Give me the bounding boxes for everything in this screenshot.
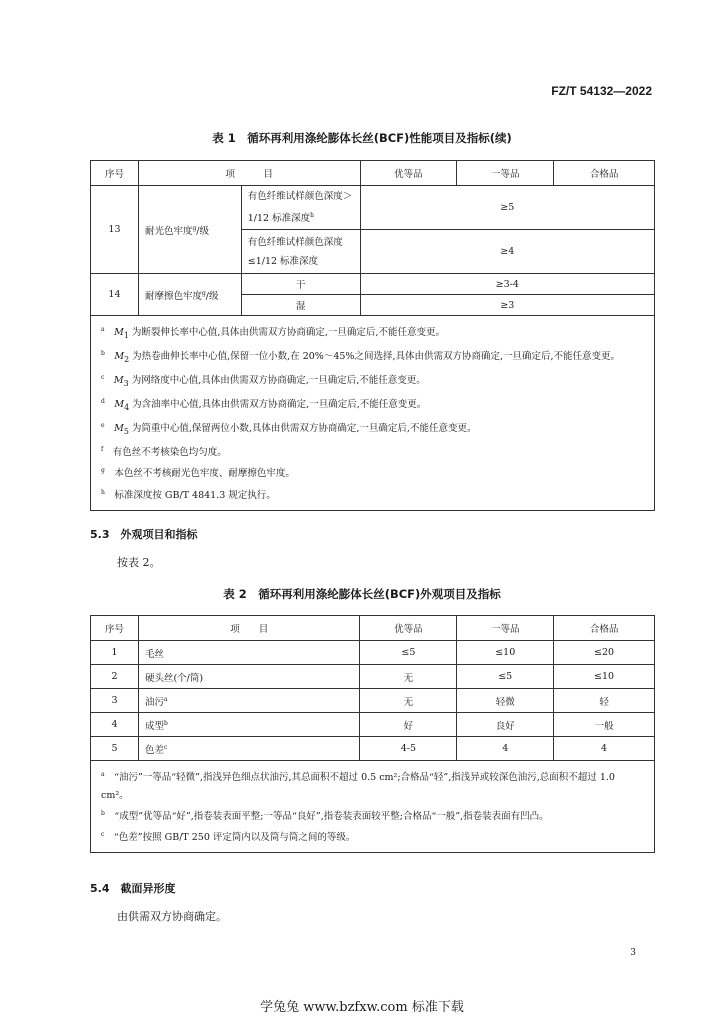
row-value: 好 bbox=[360, 713, 457, 737]
table1-header-grade-pass: 合格品 bbox=[554, 161, 655, 186]
row-no: 5 bbox=[91, 737, 139, 761]
table-row bbox=[91, 665, 655, 689]
table-note: $^a$ $M_1$ 为断裂伸长率中心值,具体由供需双方协商确定,一旦确定后,不能任意变更。 bbox=[101, 326, 445, 341]
table-note: $^c$ $M_3$ 为网络度中心值,具体由供需双方协商确定,一旦确定后,不能任意变更。 bbox=[101, 374, 426, 389]
row-value: ≥3 bbox=[360, 295, 654, 316]
row-value: 4 bbox=[554, 737, 655, 761]
table1-notes bbox=[91, 316, 655, 511]
table2-header-grade-pass: 合格品 bbox=[554, 616, 655, 641]
table2-header-no: 序号 bbox=[91, 616, 139, 641]
row-item: 耐光色牢度$^g$/级 bbox=[138, 186, 241, 274]
table1-header-no: 序号 bbox=[91, 161, 139, 186]
page-number: 3 bbox=[630, 948, 636, 958]
row-value: 无 bbox=[360, 689, 457, 713]
table2-notes-row bbox=[91, 761, 655, 853]
section-5-3-body: 按表 2。 bbox=[117, 556, 161, 569]
row-value: ≥4 bbox=[360, 230, 654, 274]
row-value: 4 bbox=[457, 737, 554, 761]
row-value: ≥5 bbox=[360, 186, 654, 230]
row-no: 4 bbox=[91, 713, 139, 737]
table-note: $^d$ $M_4$ 为含油率中心值,具体由供需双方协商确定,一旦确定后,不能任意变更。 bbox=[101, 398, 427, 413]
row-item: 油污$^a$ bbox=[138, 689, 360, 713]
table1-header-item: 项 目 bbox=[138, 161, 360, 186]
table2-header-item: 项 目 bbox=[138, 616, 360, 641]
table-note: $^a$ “油污”一等品“轻微”,指浅异色细点状油污,其总面积不超过 0.5 cm²;合格品“轻”,指浅异或较深色油污,总面积不超过 1.0 cm²。 bbox=[101, 771, 615, 802]
table2-notes bbox=[91, 761, 655, 853]
row-no: 3 bbox=[91, 689, 139, 713]
sub-item: 有色纤维试样颜色深度≤1/12 标准深度 bbox=[241, 230, 360, 274]
row-value: ≤20 bbox=[554, 641, 655, 665]
table-note: $^b$ $M_2$ 为热卷曲伸长率中心值,保留一位小数,在 20%～45%之间选择,具体由供需双方协商确定,一旦确定后,不能任意变更。 bbox=[101, 350, 621, 365]
row-value: ≤5 bbox=[457, 665, 554, 689]
table-note: $^e$ $M_5$ 为筒重中心值,保留两位小数,具体由供需双方协商确定,一旦确定后,不能任意变更。 bbox=[101, 422, 477, 437]
footer-watermark: 学兔兔 www.bzfxw.com 标准下载 bbox=[260, 1000, 464, 1015]
row-value: ≥3-4 bbox=[360, 274, 654, 295]
table1-header-row bbox=[91, 161, 655, 186]
table1-header-grade-top: 优等品 bbox=[360, 161, 457, 186]
table-row bbox=[91, 274, 655, 295]
sub-item: 湿 bbox=[241, 295, 360, 316]
section-5-3-title: 5.3 外观项目和指标 bbox=[90, 528, 198, 541]
table-note: $^f$ 有色丝不考核染色均匀度。 bbox=[101, 446, 227, 459]
table1 bbox=[90, 160, 655, 511]
table-row bbox=[91, 186, 655, 230]
row-item: 色差$^c$ bbox=[138, 737, 360, 761]
row-item: 成型$^b$ bbox=[138, 713, 360, 737]
row-value: ≤10 bbox=[554, 665, 655, 689]
standard-number: FZ/T 54132—2022 bbox=[551, 84, 652, 98]
table2 bbox=[90, 615, 655, 853]
row-item: 毛丝 bbox=[138, 641, 360, 665]
section-5-4-title: 5.4 截面异形度 bbox=[90, 882, 176, 895]
table-row bbox=[91, 641, 655, 665]
row-value: 4-5 bbox=[360, 737, 457, 761]
row-value: ≤10 bbox=[457, 641, 554, 665]
row-item: 硬头丝(个/筒) bbox=[138, 665, 360, 689]
table-row bbox=[91, 737, 655, 761]
row-no: 14 bbox=[91, 274, 139, 316]
row-value: 轻 bbox=[554, 689, 655, 713]
table-note: $^h$ 标准深度按 GB/T 4841.3 规定执行。 bbox=[101, 488, 276, 501]
row-value: 一般 bbox=[554, 713, 655, 737]
table2-header-grade-top: 优等品 bbox=[360, 616, 457, 641]
sub-item: 干 bbox=[241, 274, 360, 295]
table-row bbox=[91, 689, 655, 713]
table2-header-row bbox=[91, 616, 655, 641]
table-note: $^c$ “色差”按照 GB/T 250 评定筒内以及筒与筒之间的等级。 bbox=[101, 831, 356, 844]
table-note: $^g$ 本色丝不考核耐光色牢度、耐摩擦色牢度。 bbox=[101, 467, 295, 480]
table2-header-grade-first: 一等品 bbox=[457, 616, 554, 641]
row-no: 2 bbox=[91, 665, 139, 689]
table1-caption: 表 1 循环再利用涤纶膨体长丝(BCF)性能项目及指标(续) bbox=[212, 131, 512, 145]
table1-header-grade-first: 一等品 bbox=[457, 161, 554, 186]
row-value: 轻微 bbox=[457, 689, 554, 713]
table2-caption: 表 2 循环再利用涤纶膨体长丝(BCF)外观项目及指标 bbox=[223, 587, 501, 601]
table1-notes-row bbox=[91, 316, 655, 511]
row-no: 13 bbox=[91, 186, 139, 274]
row-item: 耐摩擦色牢度$^g$/级 bbox=[138, 274, 241, 316]
table-row bbox=[91, 713, 655, 737]
row-value: ≤5 bbox=[360, 641, 457, 665]
row-value: 无 bbox=[360, 665, 457, 689]
section-5-4-body: 由供需双方协商确定。 bbox=[117, 910, 227, 923]
table-note: $^b$ “成型”优等品“好”,指卷装表面平整;一等品“良好”,指卷装表面较平整;合格品“一般”,指卷装表面有凹凸。 bbox=[101, 810, 549, 823]
row-no: 1 bbox=[91, 641, 139, 665]
sub-item: 有色纤维试样颜色深度＞1/12 标准深度$^h$ bbox=[241, 186, 360, 230]
row-value: 良好 bbox=[457, 713, 554, 737]
